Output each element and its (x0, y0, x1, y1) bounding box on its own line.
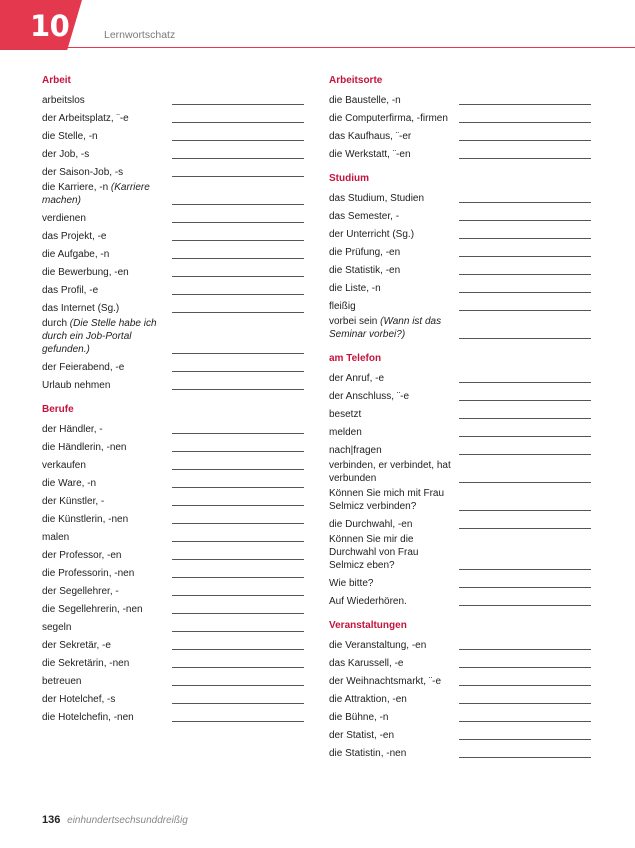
term-text: segeln (42, 622, 72, 633)
vocab-entry (329, 405, 591, 423)
term-text: durch (42, 318, 68, 329)
section-title: am Telefon (329, 353, 382, 364)
term-text: besetzt (329, 409, 362, 420)
term-text: der Statist, -en (329, 730, 395, 741)
term-text: der Anruf, -e (329, 373, 385, 384)
vocab-entry (329, 279, 591, 297)
term-text: die Computerfirma, -firmen (329, 113, 448, 124)
translation-blank-line (459, 121, 591, 123)
vocab-term (329, 675, 451, 690)
translation-blank-line (459, 273, 591, 275)
translation-blank-line (172, 203, 304, 205)
term-text: malen (42, 532, 70, 543)
vocab-term (329, 595, 451, 610)
vocab-entry (42, 438, 304, 456)
vocab-term (42, 675, 164, 690)
vocab-entry (42, 91, 304, 109)
vocab-term (329, 444, 451, 459)
translation-blank-line (459, 481, 591, 483)
term-text: Wie bitte? (329, 578, 374, 589)
vocab-term (42, 441, 164, 456)
vocab-entry (42, 672, 304, 690)
vocab-term (42, 423, 164, 438)
term-text: das Kaufhaus, ¨-er (329, 131, 412, 142)
vocab-entry (329, 487, 591, 515)
term-example-note: (Karriere machen) (42, 182, 150, 206)
vocab-entry (42, 376, 304, 394)
term-text: die Künstlerin, -nen (42, 514, 129, 525)
translation-blank-line (459, 648, 591, 650)
vocab-entry (42, 358, 304, 376)
term-text: die Stelle, -n (42, 131, 98, 142)
term-text: der Segellehrer, - (42, 586, 119, 597)
vocab-term (329, 112, 451, 127)
vocab-term (329, 533, 451, 574)
vocab-entry (329, 574, 591, 592)
term-text: das Internet (Sg.) (42, 303, 120, 314)
translation-blank-line (172, 311, 304, 313)
vocab-term (329, 577, 451, 592)
term-text: fleißig (329, 301, 356, 312)
term-text: das Semester, - (329, 211, 400, 222)
translation-blank-line (459, 702, 591, 704)
vocab-entry (42, 127, 304, 145)
vocab-entry (329, 243, 591, 261)
translation-blank-line (459, 417, 591, 419)
section-arbeit (42, 73, 304, 394)
term-text: die Hotelchefin, -nen (42, 712, 134, 723)
right-column (329, 73, 591, 770)
translation-blank-line (172, 486, 304, 488)
vocab-term (42, 181, 164, 209)
term-text: die Liste, -n (329, 283, 381, 294)
vocab-term (42, 361, 164, 376)
translation-blank-line (459, 219, 591, 221)
translation-blank-line (459, 139, 591, 141)
translation-blank-line (459, 337, 591, 339)
vocab-term (329, 711, 451, 726)
term-text: das Karussell, -e (329, 658, 404, 669)
section-title: Arbeit (42, 75, 71, 86)
vocab-entry (329, 441, 591, 459)
vocab-term (329, 130, 451, 145)
vocab-entry (42, 654, 304, 672)
vocab-entry (42, 492, 304, 510)
vocab-entry (42, 708, 304, 726)
translation-blank-line (172, 666, 304, 668)
vocab-term (42, 317, 164, 358)
section-am-telefon (329, 351, 591, 610)
vocab-entry (329, 109, 591, 127)
translation-blank-line (172, 612, 304, 614)
vocab-entry (42, 690, 304, 708)
vocab-entry (329, 636, 591, 654)
vocab-term (329, 693, 451, 708)
vocab-entry (42, 227, 304, 245)
translation-blank-line (172, 522, 304, 524)
vocab-term (329, 210, 451, 225)
translation-blank-line (172, 257, 304, 259)
term-text: die Prüfung, -en (329, 247, 401, 258)
term-text: die Statistik, -en (329, 265, 401, 276)
vocab-entry (329, 515, 591, 533)
term-text: der Arbeitsplatz, ¨-e (42, 113, 129, 124)
vocab-term (329, 426, 451, 441)
translation-blank-line (459, 201, 591, 203)
vocab-term (329, 282, 451, 297)
translation-blank-line (459, 527, 591, 529)
translation-blank-line (459, 309, 591, 311)
vocab-entry (42, 474, 304, 492)
vocab-term (42, 621, 164, 636)
vocab-term (42, 477, 164, 492)
vocab-term (42, 112, 164, 127)
vocab-entry (42, 163, 304, 181)
section-studium (329, 171, 591, 343)
vocab-term (329, 518, 451, 533)
vocab-entry (42, 636, 304, 654)
vocab-term (42, 166, 164, 181)
translation-blank-line (459, 738, 591, 740)
translation-blank-line (172, 684, 304, 686)
term-text: die Werkstatt, ¨-en (329, 149, 411, 160)
term-text: verdienen (42, 213, 86, 224)
term-text: die Professorin, -nen (42, 568, 135, 579)
vocab-entry (329, 127, 591, 145)
vocab-term (329, 390, 451, 405)
term-text: die Bewerbung, -en (42, 267, 129, 278)
vocab-entry (42, 209, 304, 227)
vocab-term (329, 300, 451, 315)
vocab-entry (329, 744, 591, 762)
term-text: die Statistin, -nen (329, 748, 407, 759)
translation-blank-line (172, 388, 304, 390)
vocab-term (329, 315, 451, 343)
term-text: arbeitslos (42, 95, 85, 106)
translation-blank-line (459, 684, 591, 686)
term-text: nach|fragen (329, 445, 382, 456)
term-text: die Händlerin, -nen (42, 442, 127, 453)
vocab-entry (329, 592, 591, 610)
translation-blank-line (459, 509, 591, 511)
vocab-entry (329, 189, 591, 207)
vocab-term (329, 487, 451, 515)
translation-blank-line (172, 370, 304, 372)
translation-blank-line (172, 275, 304, 277)
vocab-entry (42, 600, 304, 618)
vocab-entry (42, 317, 304, 358)
translation-blank-line (172, 720, 304, 722)
translation-blank-line (459, 720, 591, 722)
translation-blank-line (459, 568, 591, 570)
vocab-entry (42, 618, 304, 636)
term-text: die Durchwahl, -en (329, 519, 413, 530)
translation-blank-line (459, 291, 591, 293)
left-column (42, 73, 304, 734)
term-text: vorbei sein (329, 316, 378, 327)
translation-blank-line (172, 576, 304, 578)
page-footer (42, 814, 188, 826)
term-text: die Sekretärin, -nen (42, 658, 130, 669)
vocab-entry (42, 263, 304, 281)
translation-blank-line (172, 432, 304, 434)
vocab-term (42, 284, 164, 299)
page-title: Lernwortschatz (104, 29, 176, 41)
vocab-term (42, 495, 164, 510)
term-text: der Sekretär, -e (42, 640, 111, 651)
term-text: der Händler, - (42, 424, 103, 435)
term-text: der Anschluss, ¨-e (329, 391, 410, 402)
vocab-term (42, 657, 164, 672)
vocab-term (42, 130, 164, 145)
term-text: der Künstler, - (42, 496, 105, 507)
vocab-term (42, 379, 164, 394)
term-text: das Projekt, -e (42, 231, 107, 242)
term-text: die Aufgabe, -n (42, 249, 110, 260)
vocab-entry (42, 299, 304, 317)
vocab-term (329, 639, 451, 654)
vocab-entry (329, 369, 591, 387)
translation-blank-line (459, 453, 591, 455)
vocab-term (329, 729, 451, 744)
translation-blank-line (172, 103, 304, 105)
vocab-term (42, 549, 164, 564)
translation-blank-line (459, 237, 591, 239)
vocab-entry (329, 726, 591, 744)
vocab-term (42, 513, 164, 528)
vocab-entry (329, 297, 591, 315)
vocab-term (329, 264, 451, 279)
vocab-term (329, 747, 451, 762)
vocab-term (42, 639, 164, 654)
translation-blank-line (172, 293, 304, 295)
translation-blank-line (459, 666, 591, 668)
vocab-term (329, 657, 451, 672)
vocab-entry (329, 672, 591, 690)
section-title: Arbeitsorte (329, 75, 383, 86)
section-title: Veranstaltungen (329, 620, 407, 631)
term-text: melden (329, 427, 362, 438)
vocab-entry (329, 533, 591, 574)
vocab-term (42, 148, 164, 163)
term-text: die Veranstaltung, -en (329, 640, 427, 651)
vocab-term (42, 585, 164, 600)
term-text: Urlaub nehmen (42, 380, 111, 391)
translation-blank-line (172, 468, 304, 470)
vocab-entry (42, 420, 304, 438)
vocab-term (329, 372, 451, 387)
translation-blank-line (172, 157, 304, 159)
term-text: betreuen (42, 676, 82, 687)
vocab-entry (329, 315, 591, 343)
vocab-term (42, 212, 164, 227)
term-text: verkaufen (42, 460, 86, 471)
vocab-term (42, 531, 164, 546)
term-text: der Weihnachtsmarkt, ¨-e (329, 676, 442, 687)
term-text: der Unterricht (Sg.) (329, 229, 415, 240)
vocab-entry (42, 456, 304, 474)
vocab-entry (329, 145, 591, 163)
vocab-entry (42, 245, 304, 263)
vocab-term (329, 459, 451, 487)
term-text: das Profil, -e (42, 285, 99, 296)
section-title: Berufe (42, 404, 74, 415)
term-text: die Baustelle, -n (329, 95, 401, 106)
translation-blank-line (172, 221, 304, 223)
vocab-entry (42, 181, 304, 209)
term-text: Können Sie mir die Durchwahl von Frau Selmicz eben? (329, 534, 419, 571)
vocab-entry (42, 109, 304, 127)
vocab-entry (329, 690, 591, 708)
translation-blank-line (172, 648, 304, 650)
term-text: die Segellehrerin, -nen (42, 604, 143, 615)
translation-blank-line (459, 103, 591, 105)
vocab-entry (42, 564, 304, 582)
term-text: der Professor, -en (42, 550, 122, 561)
term-text: Auf Wiederhören. (329, 596, 407, 607)
vocab-term (42, 603, 164, 618)
translation-blank-line (172, 702, 304, 704)
vocab-entry (329, 423, 591, 441)
translation-blank-line (459, 399, 591, 401)
page-number-word: einhundertsechsunddreißig (67, 815, 188, 826)
translation-blank-line (172, 450, 304, 452)
section-veranstaltungen (329, 618, 591, 762)
vocab-term (329, 148, 451, 163)
vocab-entry (329, 654, 591, 672)
chapter-number: 10 (30, 9, 70, 43)
vocab-term (42, 266, 164, 281)
vocab-term (329, 408, 451, 423)
translation-blank-line (459, 255, 591, 257)
translation-blank-line (172, 540, 304, 542)
vocab-entry (329, 207, 591, 225)
term-text: die Attraktion, -en (329, 694, 407, 705)
vocab-term (42, 711, 164, 726)
translation-blank-line (459, 435, 591, 437)
vocab-term (42, 248, 164, 263)
term-text: verbinden, er verbindet, hat verbunden (329, 460, 451, 484)
vocab-entry (329, 459, 591, 487)
vocab-entry (329, 225, 591, 243)
term-text: das Studium, Studien (329, 193, 425, 204)
term-example-note: (Die Stelle habe ich durch ein Job-Portal gefunden.) (42, 318, 157, 355)
vocab-term (42, 302, 164, 317)
term-text: der Saison-Job, -s (42, 167, 124, 178)
term-text: der Feierabend, -e (42, 362, 125, 373)
vocab-entry (42, 546, 304, 564)
vocab-entry (42, 145, 304, 163)
vocab-entry (329, 261, 591, 279)
term-text: der Job, -s (42, 149, 90, 160)
translation-blank-line (172, 558, 304, 560)
translation-blank-line (459, 604, 591, 606)
translation-blank-line (459, 157, 591, 159)
section-title: Studium (329, 173, 369, 184)
translation-blank-line (172, 239, 304, 241)
translation-blank-line (172, 352, 304, 354)
vocab-term (329, 192, 451, 207)
vocab-term (42, 230, 164, 245)
term-text: die Bühne, -n (329, 712, 389, 723)
section-arbeitsorte (329, 73, 591, 163)
section-berufe (42, 402, 304, 726)
page-number: 136 (42, 814, 61, 826)
term-text: die Karriere, -n (42, 182, 109, 193)
vocab-term (329, 246, 451, 261)
vocab-term (329, 228, 451, 243)
vocab-term (329, 94, 451, 109)
term-example-note: (Wann ist das Seminar vorbei?) (329, 316, 442, 340)
vocab-term (42, 459, 164, 474)
term-text: Können Sie mich mit Frau Selmicz verbinden? (329, 488, 445, 512)
vocab-term (42, 94, 164, 109)
vocab-term (42, 567, 164, 582)
vocab-term (42, 693, 164, 708)
translation-blank-line (172, 121, 304, 123)
vocab-entry (42, 582, 304, 600)
term-text: die Ware, -n (42, 478, 97, 489)
translation-blank-line (172, 504, 304, 506)
term-text: der Hotelchef, -s (42, 694, 116, 705)
vocab-entry (42, 510, 304, 528)
translation-blank-line (172, 630, 304, 632)
vocab-entry (329, 708, 591, 726)
translation-blank-line (459, 381, 591, 383)
vocab-entry (329, 387, 591, 405)
vocab-entry (42, 281, 304, 299)
translation-blank-line (172, 139, 304, 141)
translation-blank-line (459, 756, 591, 758)
vocab-entry (42, 528, 304, 546)
translation-blank-line (459, 586, 591, 588)
vocab-entry (329, 91, 591, 109)
translation-blank-line (172, 175, 304, 177)
translation-blank-line (172, 594, 304, 596)
header-rule (66, 47, 635, 48)
